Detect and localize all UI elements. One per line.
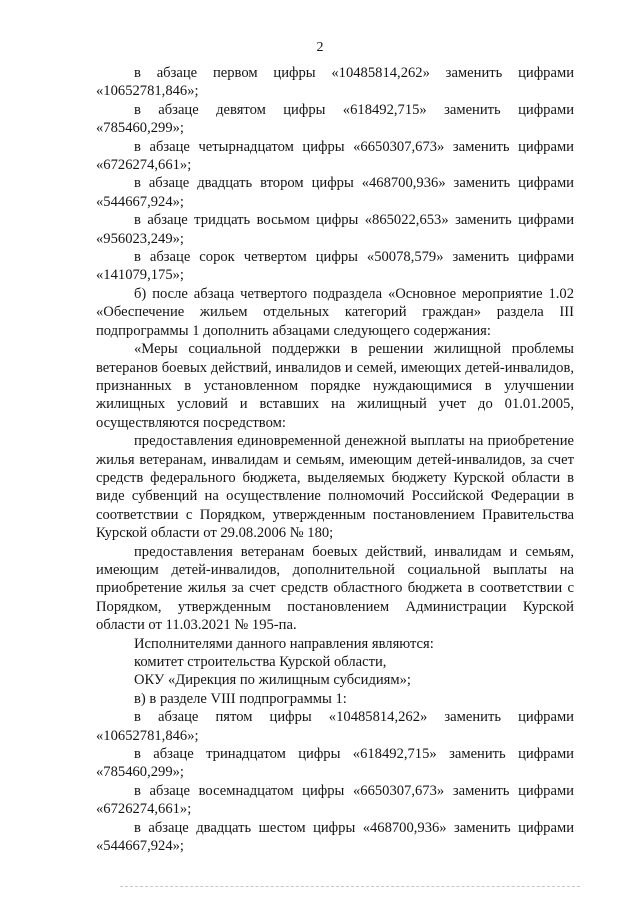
- inserted-text-federal-payment: предоставления единовременной денежной выплаты на приобретение жилья ветеранам, инвалидам и семьям, имеющим детей-инвалидов, за счет средств федерального бюджета, выделяемых бюджету Курской области в виде субвенций на осуществление полномочий Российской Федерации в соответствии с Порядком, утвержденным постановлением Правительства Курской области от 29.08.2006 № 180;: [96, 433, 574, 542]
- inserted-text-regional-payment: предоставления ветеранам боевых действий, инвалидам и семьям, имеющим детей-инвалидов, дополнительной социальной выплаты на приобретение жилья за счет средств областного бюджета в соответствии с Порядком, утвержденным постановлением Администрации Курской области от 11.03.2021 № 195-па.: [96, 543, 574, 634]
- executor-committee: комитет строительства Курской области,: [134, 654, 387, 670]
- scan-bottom-rule: [120, 886, 580, 887]
- section-b-intro: б) после абзаца четвертого подраздела «Основное мероприятие 1.02 «Обеспечение жильем отдельных категорий граждан» раздела III подпрограммы 1 дополнить абзацами следующего содержания:: [96, 285, 574, 339]
- page-number: 2: [316, 40, 324, 55]
- amendment-paragraph-9: в абзаце восемнадцатом цифры «6650307,673» заменить цифрами «6726274,661»;: [96, 782, 574, 818]
- amendment-paragraph-10: в абзаце двадцать шестом цифры «468700,936» заменить цифрами «544667,924»;: [96, 819, 574, 855]
- amendment-paragraph-6: в абзаце сорок четвертом цифры «50078,579» заменить цифрами «141079,175»;: [96, 249, 574, 284]
- amendment-paragraph-7: в абзаце пятом цифры «10485814,262» заменить цифрами «10652781,846»;: [96, 709, 574, 744]
- document-body: [96, 64, 574, 855]
- amendment-paragraph-2: в абзаце девятом цифры «618492,715» заменить цифрами «785460,299»;: [96, 101, 574, 137]
- amendment-paragraph-1: в абзаце первом цифры «10485814,262» заменить цифрами «10652781,846»;: [96, 65, 574, 100]
- amendment-paragraph-4: в абзаце двадцать втором цифры «468700,936» заменить цифрами «544667,924»;: [96, 175, 574, 210]
- amendment-paragraph-8: в абзаце тринадцатом цифры «618492,715» заменить цифрами «785460,299»;: [96, 746, 574, 781]
- section-v-heading: в) в разделе VIII подпрограммы 1:: [134, 690, 347, 707]
- executor-directorate: ОКУ «Дирекция по жилищным субсидиям»;: [134, 672, 411, 689]
- amendment-paragraph-5: в абзаце тридцать восьмом цифры «865022,653» заменить цифрами «956023,249»;: [96, 212, 574, 247]
- inserted-text-measures: «Меры социальной поддержки в решении жилищной проблемы ветеранов боевых действий, инвалидов и семей, имеющих детей-инвалидов, признанных в установленном порядке нуждающимися в улучшении жилищных условий и вставших на жилищный учет до 01.01.2005, осуществляются посредством:: [96, 341, 574, 431]
- amendment-paragraph-3: в абзаце четырнадцатом цифры «6650307,673» заменить цифрами «6726274,661»;: [96, 138, 574, 174]
- executors-heading: Исполнителями данного направления являются:: [134, 635, 434, 652]
